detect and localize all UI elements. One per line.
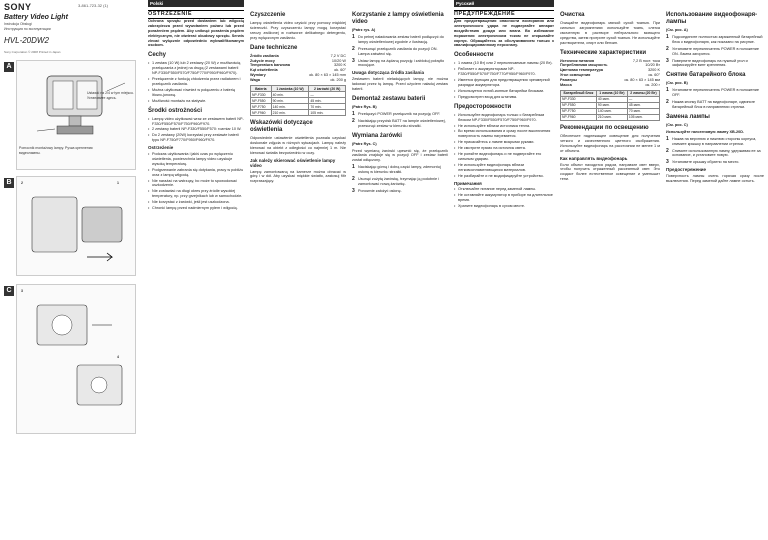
list-item: • Chronić lampę przed nadmiernym pyłem i wilgocią. <box>148 206 244 211</box>
step-text: Поверните видеофонарь на нужный угол и зафиксируйте винт крепления. <box>672 58 748 68</box>
subsection-heading: Предостережение <box>666 167 707 173</box>
steps-list <box>352 35 448 68</box>
step-text: Naciskając górną i dolną część lampy, zdemontuj osłonę w kierunku strzałki. <box>358 165 441 175</box>
spec-key: Источник питания <box>560 58 595 63</box>
table-header: Bateria <box>251 86 272 92</box>
step-text: Ustaw lampę na żądaną pozycję i zablokuj pokrętło mocujące. <box>358 58 445 68</box>
warning-text: Ochrona sprzętu przed dostaniem lub wilgocią zabezpiecza przed wywołaniem pożaru lub przed porażeniem prądem. Aby uniknąć porażenia prądem elektrycznym, nie otwierać obudowy sprzętu. Serwis zlecać wyłącznie odpowiednio wykwalifikowanym osobom. <box>148 18 244 48</box>
list-item: • 2 zestawy baterii NP-F330/F550/F570: rozmiar 10 W. <box>148 127 244 132</box>
figure-c-label: C <box>4 286 14 296</box>
list-item: • Nie korzystać z żarówki, jeśli jest uszkodzona. <box>148 200 244 205</box>
table-header: 2 лампы (20 Вт) <box>627 90 659 96</box>
figure-a-caption-2: Pomocnik montażowy lampy. Ручка крепления видеолампы. <box>19 146 93 155</box>
list-item: 3 Поверните видеофонарь на нужный угол и зафиксируйте винт крепления. <box>666 57 748 68</box>
list-item: • Не прикасайтесь к лампе мокрыми руками. <box>454 140 554 145</box>
section-heading: Замена лампы <box>666 113 710 120</box>
table-cell: 105 min. <box>309 110 346 116</box>
table-cell: 90 min. <box>271 98 309 104</box>
brand-logo: SONY <box>4 2 32 12</box>
spec-key: Размеры <box>560 78 577 83</box>
paragraph: Lampę zamontowaną na kamerze można obracać w górę i w dół. Aby uzyskać miękkie światło, zastosuj filtr rozpraszający. <box>250 169 346 184</box>
list-item: 1 Do pełnej naładowania zestaw baterii podłączyć do lampy oświetleniowej zgodnie z ilustracją. <box>352 33 444 44</box>
table-cell: 40 min. <box>271 92 309 98</box>
table-cell: — <box>309 92 346 98</box>
list-item: 3 Ponownie założyć osłonę. <box>352 187 402 194</box>
list-item: 2 Przesunąć przełącznik zasilania do pozycji ON. Lampa zaświeci się. <box>352 45 438 56</box>
list-item: • Nie zostawiać na długi okres przy źródle wysokiej temperatury, np. przy grzejnikach lub w samochodzie. <box>148 189 244 199</box>
section-heading: Cechy <box>148 52 167 59</box>
figure-reference: (См. рис. C) <box>666 122 688 127</box>
spec-value: ok. 200 g <box>330 78 346 83</box>
paragraph: Используйте галогеновую лампу XB-20D. <box>666 129 745 134</box>
figure-c-step-3: 3 <box>21 289 23 293</box>
spec-value: 10/20 W <box>331 58 346 63</box>
list-item: • Отключайте питание перед заменой лампы. <box>454 187 554 192</box>
subsection-heading: Как направлять видеофонарь <box>560 155 628 161</box>
battery-time-table <box>560 90 660 121</box>
section-heading: Технические характеристики <box>560 49 647 56</box>
polish-column-2 <box>250 8 346 540</box>
list-item: 1 Naciskając górną i dolną część lampy, zdemontuj osłonę w kierunku strzałki. <box>352 164 441 175</box>
step-text: Установите крышку обратно на место. <box>672 160 740 165</box>
list-item: 2 Установите переключатель POWER в положение ON. Лампа загорится. <box>666 45 759 56</box>
steps-list <box>666 88 764 110</box>
diagram-column <box>0 0 140 540</box>
table-cell: — <box>627 96 659 102</box>
language-label: Polski <box>148 0 244 7</box>
spec-key: Потребляемая мощность <box>560 63 608 68</box>
spec-key: Угол освещения <box>560 73 591 78</box>
spec-key: Цветовая температура <box>560 68 603 73</box>
table-row <box>561 114 660 120</box>
document-title: Battery Video Light <box>4 14 68 21</box>
table-header: 1 лампа (10 Вт) <box>596 90 627 96</box>
paragraph: Zestawem baterii nieładujących lampy, nie można ładować przez tę lampę. Przed użyciem naładuj zestaw baterii. <box>352 77 448 92</box>
list-item: 1 Установите переключатель POWER в положение OFF. <box>666 87 759 98</box>
subtitle-line: Инструкция по эксплуатации <box>4 26 51 31</box>
list-item: • Nie narażać na wstrząsy, bo może to spowodować uszkodzenie. <box>148 179 244 189</box>
table-cell: 70 мин. <box>627 108 659 114</box>
russian-column-3 <box>666 8 764 540</box>
spec-value: ok. 80 × 63 × 145 mm <box>309 73 346 78</box>
battery-time-table <box>250 85 346 116</box>
figure-c <box>16 284 136 434</box>
document-code: 3-861-723-32 (1) <box>78 3 109 8</box>
list-item: 2 Usunąć zużytą żarówkę, trzymając ją podobnie i zamontować nową żarówkę. <box>352 176 440 186</box>
notes-list <box>454 187 554 209</box>
subsection-heading: Jak należy skierować oświetlenie lampy video <box>250 157 336 168</box>
lamp-replacement-illustration <box>17 285 137 435</box>
warning-heading: OSTRZEŻENIE <box>148 10 244 19</box>
spec-value: 7,2 В пост. тока <box>632 58 660 63</box>
list-item: • Możliwość montażu na statywie. <box>148 99 244 104</box>
table-cell: 40 мин. <box>596 96 627 102</box>
list-item: • Предусмотрен вход для штатива. <box>454 95 554 100</box>
polish-column-3 <box>352 8 448 540</box>
list-item: • Во время использования и сразу после выключения поверхность лампы нагревается. <box>454 129 554 139</box>
table-cell: NP-F550 <box>251 98 272 104</box>
list-item: 1 Подсоедините полностью заряженный батарейный блок к видеофонарю, как показано на рисунке. <box>666 33 763 44</box>
document-subtitle <box>4 22 94 31</box>
section-heading: Demontaż zestawu baterii <box>352 95 426 102</box>
paragraph: Если объект находится рядом, направьте свет вверх, чтобы получить отраженный рассеянный свет. Это создаст более естественное освещение и уменьшит тени. <box>560 162 660 182</box>
section-heading: Korzystanie z lampy oświetlenia video <box>352 12 444 25</box>
paragraph: Очищайте видеофонарь мягкой сухой тканью. При сильных загрязнениях используйте ткань, слегка смоченную в растворе нейтрального моющего средства, затем протрите сухой тканью. Не используйте растворители, спирт или бензин. <box>560 21 660 45</box>
step-text: Ponownie założyć osłonę. <box>358 188 402 193</box>
paragraph: Odpowiednie ustawienie oświetlenia pozwala uzyskać doskonałe zdjęcia w różnych sytuacjach. Lampę należy kierować na obiekt z odległości co najmniej 1 m. Nie kierować światła bezpośrednio w oczy. <box>250 136 346 155</box>
paragraph: Lampę oświetlenia video czyścić przy pomocy miękkiej ściereczki. Przy czyszczeniu lampy mogą korzystać rzeczy zwilżonej w roztworze delikatnego detergentu, przy wyłączonym zasilaniu. <box>250 21 346 40</box>
list-item: • Используется литий-ионные батарейки блоками. <box>454 89 554 94</box>
table-cell: 45 min. <box>309 98 346 104</box>
list-item: 2 Нажав кнопку BATT на видеофонаре, сдвиньте батарейный блок в направлении стрелки. <box>666 99 756 109</box>
table-cell: 105 мин. <box>627 114 659 120</box>
figure-reference: (Patrz Rys. B) <box>352 104 377 109</box>
steps-list <box>352 165 448 194</box>
spec-value: ок. 80 × 63 × 145 мм <box>624 78 660 83</box>
table-cell: 90 мин. <box>596 102 627 108</box>
list-item: • 1 zestaw (10 W) lub 2 zestawy (20 W) z możliwością przełączania z jednej na drugą (2 zestawami baterii NP-F330/F550/F570/F750/F770/F950/F960/F970). <box>148 61 244 76</box>
list-item: • Не используйте видеофонарь вблизи легковоспламеняющихся материалов. <box>454 163 554 173</box>
table-row <box>251 110 346 116</box>
table-cell: 45 мин. <box>627 102 659 108</box>
figure-b <box>16 176 136 276</box>
table-cell: NP-F750 <box>561 108 597 114</box>
list-item: 3 Ustaw lampę na żądaną pozycję i zablokuj pokrętło mocujące. <box>352 57 445 68</box>
spec-row <box>560 83 660 88</box>
spec-value: ок. 200 г <box>645 83 660 88</box>
step-text: Подсоедините полностью заряженный батарейный блок к видеофонарю, как показано на рисунке. <box>672 34 763 44</box>
spec-list <box>560 59 660 88</box>
step-text: Naciskając przycisk BATT na lampie oświetleniowej, przesunąć zestaw w kierunku strzałki. <box>358 118 446 128</box>
table-cell: 70 min. <box>309 104 346 110</box>
list-item: 1 Нажав на верхнюю и нижнюю стороны корпуса, снимите крышку в направлении стрелки. <box>666 135 757 146</box>
list-item: 2 Naciskając przycisk BATT na lampie oświetleniowej, przesunąć zestaw w kierunku strzałki. <box>352 117 446 128</box>
figure-c-step-4: 4 <box>117 355 119 359</box>
table-cell: NP-F330 <box>561 96 597 102</box>
table-cell: 210 мин. <box>596 114 627 120</box>
russian-column-2 <box>560 8 660 540</box>
spec-value: 3200 K <box>333 63 346 68</box>
polish-column-1 <box>148 0 244 540</box>
list-item: 3 Установите крышку обратно на место. <box>666 159 740 166</box>
table-cell: NP-F330 <box>251 92 272 98</box>
paragraph: Przed wymianą żarówki upewnić się, że przełącznik zasilania znajduje się w pozycji OFF i zestaw baterii został odłączony. <box>352 148 448 163</box>
list-item: • Используйте видеофонарь только с батарейным блоком NP-F330/F550/F570/F750/F960/F970. <box>454 113 554 123</box>
table-cell: NP-F750 <box>251 104 272 110</box>
step-text: Do pełnej naładowania zestaw baterii podłączyć do lampy oświetleniowej zgodnie z ilustracją. <box>358 34 444 44</box>
step-text: Przesunąć przełącznik zasilania do pozycji ON. Lampa zaświeci się. <box>358 46 438 56</box>
steps-list <box>666 35 764 68</box>
spec-value: 7,2 V DC <box>330 53 346 58</box>
figure-b-step-2: 2 <box>21 181 23 185</box>
notes-list <box>148 152 244 211</box>
list-item: • 1 лампа (10 Вт) или 2 переключаемые лампы (20 Вт). <box>454 61 554 66</box>
features-list <box>454 61 554 99</box>
spec-key: Zużycie mocy <box>250 58 275 63</box>
list-item: • Не разбирайте и не модифицируйте устройство. <box>454 174 554 179</box>
figure-b-label: B <box>4 178 14 188</box>
list-item: • Не оставляйте аккумулятор в приборе на длительное время. <box>454 193 554 203</box>
list-item: • Не роняйте видеофонарь и не подвергайте его сильным ударам. <box>454 152 554 162</box>
list-item: • Работает с аккумуляторами NP-F330/F550/F570/F750/F770/F950/F960/F970. <box>454 67 554 77</box>
spec-key: Kąt oświetlenia <box>250 68 278 73</box>
section-heading: Очистка <box>560 12 585 18</box>
step-text: Нажав на верхнюю и нижнюю стороны корпуса, снимите крышку в направлении стрелки. <box>672 136 757 146</box>
table-cell: NP-F550 <box>561 102 597 108</box>
russian-column-1 <box>454 0 554 540</box>
list-item: • Przełączenie z funkcją chłodzenia przez radiatorem i przełącznik zasilania. <box>148 77 244 87</box>
warning-text: Для предотвращения опасности возгорания или электрического удара не подвергайте аппарат воздействию дождя или влаги. Во избежание поражения электрическим током не открывайте корпус. Обращайтесь за обслуживанием только к квалифицированному персоналу. <box>454 18 554 48</box>
list-item: • Podgrzewanie zabrania się dotykania, pracy w pobliżu oraz z lampą wilgocią. <box>148 168 244 178</box>
subsection-heading: Примечания <box>454 180 482 186</box>
list-item: • Храните видеофонарь в сухом месте. <box>454 204 554 209</box>
table-header: Батарейный блок <box>561 90 597 96</box>
copyright: Sony Corporation © 2008 Printed in Japan <box>4 50 61 54</box>
section-heading: Środki ostrożności <box>148 107 203 114</box>
step-text: Przełączyć POWER przełącznik na pozycję OFF. <box>358 111 441 116</box>
table-cell: 140 min. <box>271 104 309 110</box>
figure-b-step-1: 1 <box>117 181 119 185</box>
subsection-heading: Ostrzeżenie <box>148 145 174 151</box>
step-text: Установите переключатель POWER в положение ON. Лампа загорится. <box>672 46 759 56</box>
list-item: • Można użytkować również w połączeniu z baterią litowo-jonową. <box>148 88 244 98</box>
subtitle-line: Instrukcja Obsługi <box>4 22 32 26</box>
list-item: 2 Снимите использованную лампу, удерживая ее за основание, и установите новую. <box>666 147 761 158</box>
language-label: Русский <box>454 0 554 7</box>
spec-key: Źródło zasilania <box>250 53 279 58</box>
table-header: 2 żarówki (20 W) <box>309 86 346 92</box>
battery-removal-illustration <box>17 177 137 277</box>
section-heading: Wymiana żarówki <box>352 132 402 139</box>
figure-reference: (Patrz Rys. C) <box>352 141 377 146</box>
features-list <box>148 61 244 103</box>
list-item: • Не смотрите прямо на источник света. <box>454 146 554 151</box>
paragraph: Поверхность лампы очень горячая сразу после выключения. Перед заменой дайте лампе остыть. <box>666 174 764 184</box>
figure-a-caption: Ustawić na 2/4 w tym miejscu. Установите здесь. <box>87 91 134 100</box>
model-number: HVL-20DW2 <box>4 36 49 45</box>
list-item: • Lampę video użytkować wraz ze zestawem baterii NP-F330/F550/F570/F750/F960/F970. <box>148 117 244 127</box>
warning-heading: ПРЕДУПРЕЖДЕНИЕ <box>454 10 554 19</box>
spec-key: Wymiary <box>250 73 266 78</box>
precautions-list <box>454 113 554 179</box>
table-cell: 210 min. <box>271 110 309 116</box>
section-heading: Dane techniczne <box>250 44 298 51</box>
section-heading: Предосторожности <box>454 103 512 110</box>
spec-key: Waga <box>250 78 260 83</box>
precautions-list <box>148 117 244 144</box>
section-heading: Wskazówki dotyczące oświetlenia <box>250 120 313 134</box>
steps-list <box>352 112 448 129</box>
table-cell: 140 мин. <box>596 108 627 114</box>
section-heading: Использование видеофонаря-лампы <box>666 12 758 25</box>
list-item: 1 Przełączyć POWER przełącznik na pozycję OFF. <box>352 110 441 117</box>
spec-key: Масса <box>560 83 572 88</box>
list-item: • Имеется функция для предотвращения чрезмерной разрядки аккумулятора. <box>454 78 554 88</box>
paragraph: Обеспечьте надлежащее освещение для получения четкого и качественного цветного изображения. Используйте видеофонарь на расстоянии не менее 1 м от объекта. <box>560 133 660 153</box>
spec-value: 3200 K <box>647 68 660 73</box>
figure-reference: (См. рис. B) <box>666 81 688 86</box>
figure-reference: (См. рис. A) <box>666 28 688 32</box>
spec-row <box>250 78 346 83</box>
step-text: Usunąć zużytą żarówkę, trzymając ją podobnie i zamontować nową żarówkę. <box>358 177 440 186</box>
spec-value: ок. 60° <box>648 73 660 78</box>
step-text: Установите переключатель POWER в положение OFF. <box>672 88 759 98</box>
table-header: 1 żarówka (10 W) <box>271 86 309 92</box>
section-heading: Рекомендации по освещению <box>560 124 649 131</box>
section-heading: Особенности <box>454 52 494 59</box>
step-text: Нажав кнопку BATT на видеофонаре, сдвиньте батарейный блок в направлении стрелки. <box>672 100 756 109</box>
list-item: • Podczas użytkowania i jakiś czas po wyłączeniu oświetlenia, powierzchnia lampy video uzyskuje wysoką temperaturę. <box>148 152 244 167</box>
spec-value: 10/20 Вт <box>645 63 660 68</box>
steps-list <box>666 137 764 166</box>
section-heading: Снятие батарейного блока <box>666 72 746 79</box>
list-item: • Не используйте вблизи источника тепла. <box>454 124 554 129</box>
section-heading: Czyszczenie <box>250 12 286 18</box>
spec-list <box>250 54 346 83</box>
step-text: Снимите использованную лампу, удерживая ее за основание, и установите новую. <box>672 148 761 158</box>
subsection-heading: Uwaga dotycząca źródła zasilania <box>352 70 425 76</box>
figure-a-label: A <box>4 62 14 72</box>
table-cell: NP-F960 <box>251 110 272 116</box>
figure-a <box>16 60 136 170</box>
spec-value: ok. 60° <box>334 68 346 73</box>
list-item: • Do 2 zestawy (20W) korzystać przy zestawie baterii typu NP-F750/F770/F950/F960/F970. <box>148 133 244 143</box>
table-cell: NP-F960 <box>561 114 597 120</box>
figure-reference: (Patrz rys. A) <box>352 28 376 32</box>
spec-key: Temperatura barwowa <box>250 63 291 68</box>
